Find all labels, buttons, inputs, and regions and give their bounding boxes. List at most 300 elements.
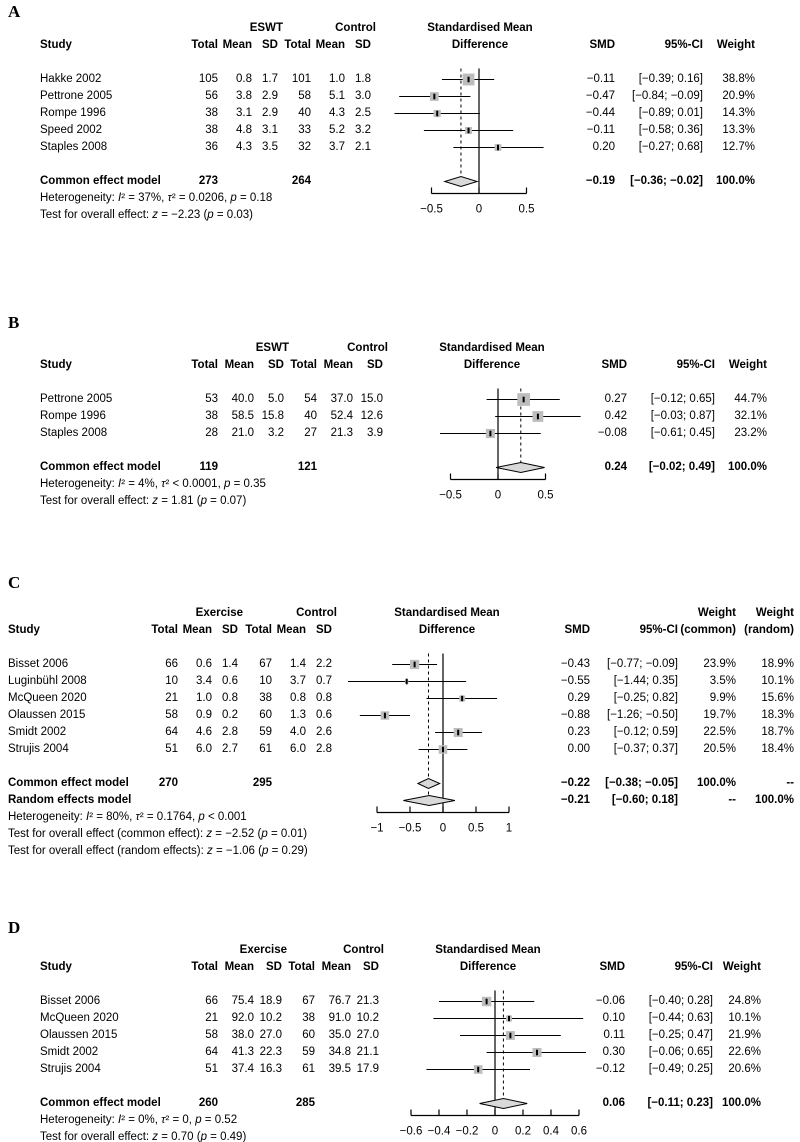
treatment-group-header: Exercise xyxy=(239,944,287,956)
control-mean: 91.0 xyxy=(328,1012,351,1024)
summary-treatment-total: 273 xyxy=(198,175,218,187)
ci-value: [−0.12; 0.59] xyxy=(613,726,678,738)
study-name: Smidt 2002 xyxy=(40,1046,99,1058)
control-sd-header: SD xyxy=(316,624,332,636)
effect-title-line2: Difference xyxy=(418,624,476,636)
control-mean: 21.3 xyxy=(330,427,353,439)
effect-title-line2: Difference xyxy=(451,39,509,51)
smd-value: −0.08 xyxy=(597,427,627,439)
weight-header-line2-0: Weight xyxy=(728,359,767,371)
treatment-sd: 3.2 xyxy=(268,427,284,439)
blank-row xyxy=(40,1078,761,1095)
treatment-mean-header: Mean xyxy=(224,961,254,973)
x-axis-tick-label: 0.5 xyxy=(537,489,554,502)
x-axis-tick-label: −1 xyxy=(370,822,384,835)
control-mean: 52.4 xyxy=(330,410,353,422)
study-row xyxy=(8,707,794,724)
ci-value: [−0.06; 0.65] xyxy=(648,1046,713,1058)
treatment-mean: 0.8 xyxy=(236,73,252,85)
treatment-total: 21 xyxy=(165,692,178,704)
smd-value: 0.30 xyxy=(602,1046,625,1058)
summary-weight-value-0: 100.0% xyxy=(721,1097,761,1109)
effect-title-line2: Difference xyxy=(459,961,517,973)
x-axis-tick-label: −0.5 xyxy=(420,203,443,216)
footnote-1: Test for overall effect: z = 1.81 (p = 0.07) xyxy=(40,495,247,507)
weight-value-0: 24.8% xyxy=(728,995,761,1007)
treatment-mean: 4.8 xyxy=(236,124,252,136)
treatment-sd: 2.9 xyxy=(262,107,278,119)
smd-value: 0.27 xyxy=(604,393,627,405)
treatment-total: 58 xyxy=(205,1029,218,1041)
treatment-sd: 0.6 xyxy=(222,675,238,687)
ci-value: [−1.44; 0.35] xyxy=(613,675,678,687)
control-mean-header: Mean xyxy=(323,359,353,371)
study-row xyxy=(40,105,755,122)
smd-value: 0.42 xyxy=(604,410,627,422)
weight-value-0: 22.5% xyxy=(703,726,736,738)
weight-header-line1-1: Weight xyxy=(755,607,794,619)
study-name: Bisset 2006 xyxy=(40,995,101,1007)
treatment-sd-header: SD xyxy=(268,359,284,371)
ci-column-header: 95%-CI xyxy=(674,961,713,973)
control-total: 59 xyxy=(259,726,272,738)
footnote-0: Heterogeneity: I² = 4%, τ² < 0.0001, p = 0.35 xyxy=(40,478,266,490)
header-row-2 xyxy=(40,357,767,374)
summary-weight-value-0: -- xyxy=(728,794,736,806)
weight-value-0: 23.9% xyxy=(703,658,736,670)
treatment-mean: 40.0 xyxy=(231,393,254,405)
summary-row xyxy=(8,775,794,792)
summary-treatment-total: 270 xyxy=(158,777,178,789)
control-total: 40 xyxy=(298,107,311,119)
weight-value-1: 18.9% xyxy=(761,658,794,670)
effect-title-line2: Difference xyxy=(463,359,521,371)
treatment-mean: 41.3 xyxy=(231,1046,254,1058)
treatment-group-header: Exercise xyxy=(195,607,243,619)
study-column-header: Study xyxy=(40,39,72,51)
treatment-mean-header: Mean xyxy=(222,39,252,51)
control-total-header: Total xyxy=(284,39,311,51)
treatment-mean: 3.4 xyxy=(196,675,212,687)
treatment-total: 38 xyxy=(205,124,218,136)
treatment-sd: 1.4 xyxy=(222,658,238,670)
control-mean: 5.1 xyxy=(329,90,345,102)
treatment-sd: 22.3 xyxy=(259,1046,282,1058)
treatment-sd: 3.5 xyxy=(262,141,278,153)
treatment-sd-header: SD xyxy=(262,39,278,51)
study-row xyxy=(40,1027,761,1044)
weight-value-0: 32.1% xyxy=(734,410,767,422)
ci-value: [−0.49; 0.25] xyxy=(648,1063,713,1075)
blank-row xyxy=(8,639,794,656)
control-sd: 10.2 xyxy=(356,1012,379,1024)
treatment-total-header: Total xyxy=(191,39,218,51)
study-row xyxy=(40,139,755,156)
treatment-total: 56 xyxy=(205,90,218,102)
treatment-sd: 27.0 xyxy=(259,1029,282,1041)
control-mean: 35.0 xyxy=(328,1029,351,1041)
x-axis-tick-label: 1 xyxy=(505,822,513,835)
treatment-sd: 2.7 xyxy=(222,743,238,755)
x-axis-tick-label: 0 xyxy=(475,203,483,216)
control-mean-header: Mean xyxy=(315,39,345,51)
footnote-row xyxy=(8,826,794,843)
control-total: 10 xyxy=(259,675,272,687)
weight-header-line2-1: (random) xyxy=(744,624,794,636)
ci-value: [−0.77; −0.09] xyxy=(607,658,678,670)
treatment-mean: 0.9 xyxy=(196,709,212,721)
control-total: 27 xyxy=(304,427,317,439)
control-mean: 39.5 xyxy=(328,1063,351,1075)
weight-value-0: 23.2% xyxy=(734,427,767,439)
treatment-mean: 21.0 xyxy=(231,427,254,439)
summary-smd-value: 0.06 xyxy=(602,1097,625,1109)
control-total: 60 xyxy=(302,1029,315,1041)
treatment-total: 21 xyxy=(205,1012,218,1024)
panel-c-label: C xyxy=(8,573,21,592)
summary-control-total: 121 xyxy=(297,461,317,473)
weight-header-line1-0: Weight xyxy=(697,607,736,619)
study-name: Strujis 2004 xyxy=(40,1063,101,1075)
control-total: 38 xyxy=(302,1012,315,1024)
effect-title-line1: Standardised Mean xyxy=(439,342,545,354)
treatment-sd: 2.9 xyxy=(262,90,278,102)
control-total-header: Total xyxy=(290,359,317,371)
treatment-mean: 92.0 xyxy=(231,1012,254,1024)
control-sd: 2.8 xyxy=(316,743,332,755)
summary-smd-value: 0.24 xyxy=(604,461,627,473)
treatment-total: 28 xyxy=(205,427,218,439)
smd-column-header: SMD xyxy=(601,359,627,371)
control-sd: 17.9 xyxy=(356,1063,379,1075)
treatment-mean-header: Mean xyxy=(182,624,212,636)
ci-value: [−0.84; −0.09] xyxy=(632,90,703,102)
control-total: 33 xyxy=(298,124,311,136)
weight-value-0: 12.7% xyxy=(722,141,755,153)
control-sd: 15.0 xyxy=(360,393,383,405)
smd-value: 0.29 xyxy=(567,692,590,704)
treatment-sd: 0.2 xyxy=(222,709,238,721)
blank-row xyxy=(40,976,761,993)
footnote-row xyxy=(8,843,794,860)
treatment-total: 38 xyxy=(205,410,218,422)
summary-treatment-total: 260 xyxy=(198,1097,218,1109)
study-row xyxy=(8,690,794,707)
summary-label: Common effect model xyxy=(40,175,161,187)
study-name: Smidt 2002 xyxy=(8,726,67,738)
study-name: Strujis 2004 xyxy=(8,743,69,755)
control-group-header: Control xyxy=(347,342,388,354)
summary-weight-value-0: 100.0% xyxy=(715,175,755,187)
smd-column-header: SMD xyxy=(589,39,615,51)
control-mean: 5.2 xyxy=(329,124,345,136)
footnote-row xyxy=(40,476,767,493)
treatment-total: 66 xyxy=(165,658,178,670)
treatment-group-header: ESWT xyxy=(255,342,289,354)
treatment-total: 36 xyxy=(205,141,218,153)
smd-value: −0.88 xyxy=(560,709,590,721)
treatment-mean: 75.4 xyxy=(231,995,254,1007)
control-total: 67 xyxy=(259,658,272,670)
summary-control-total: 264 xyxy=(291,175,311,187)
footnote-1: Test for overall effect: z = −2.23 (p = 0.03) xyxy=(40,209,254,221)
control-sd-header: SD xyxy=(355,39,371,51)
footnote-0: Heterogeneity: I² = 0%, τ² = 0, p = 0.52 xyxy=(40,1114,238,1126)
smd-value: 0.11 xyxy=(603,1029,625,1041)
study-row xyxy=(40,391,767,408)
control-mean: 4.3 xyxy=(329,107,345,119)
smd-column-header: SMD xyxy=(564,624,590,636)
treatment-total-header: Total xyxy=(151,624,178,636)
footnote-row xyxy=(40,190,755,207)
summary-row xyxy=(40,1095,761,1112)
study-name: Hakke 2002 xyxy=(40,73,102,85)
ci-value: [−0.61; 0.45] xyxy=(650,427,715,439)
x-axis-tick-label: −0.5 xyxy=(398,822,422,835)
summary-ci-value: [−0.11; 0.23] xyxy=(647,1097,713,1109)
weight-value-0: 9.9% xyxy=(709,692,736,704)
study-row xyxy=(40,1061,761,1078)
control-total: 54 xyxy=(304,393,317,405)
control-mean: 0.8 xyxy=(290,692,306,704)
control-total: 59 xyxy=(302,1046,315,1058)
control-sd: 27.0 xyxy=(356,1029,379,1041)
control-total: 61 xyxy=(259,743,272,755)
control-mean: 1.4 xyxy=(290,658,306,670)
ci-value: [−0.40; 0.28] xyxy=(648,995,713,1007)
weight-value-0: 21.9% xyxy=(728,1029,761,1041)
blank-row xyxy=(8,758,794,775)
control-sd: 21.3 xyxy=(356,995,379,1007)
study-name: Staples 2008 xyxy=(40,141,108,153)
x-axis-tick-label: 0.4 xyxy=(543,1125,559,1138)
panel-b-label: B xyxy=(8,313,20,332)
footnote-row xyxy=(40,207,755,224)
treatment-sd-header: SD xyxy=(266,961,282,973)
study-name: Rompe 1996 xyxy=(40,410,106,422)
smd-value: 0.10 xyxy=(602,1012,625,1024)
weight-value-1: 18.4% xyxy=(761,743,794,755)
control-total: 32 xyxy=(298,141,311,153)
study-name: Luginbühl 2008 xyxy=(8,675,87,687)
ci-value: [−1.26; −0.50] xyxy=(607,709,678,721)
x-axis-tick-label: −0.4 xyxy=(427,1125,451,1138)
control-mean: 1.0 xyxy=(329,73,345,85)
study-column-header: Study xyxy=(40,359,72,371)
summary-label: Common effect model xyxy=(40,461,161,473)
weight-value-0: 10.1% xyxy=(728,1012,761,1024)
weight-header-line2-0: (common) xyxy=(680,624,736,636)
blank-row xyxy=(40,156,755,173)
treatment-sd: 5.0 xyxy=(268,393,284,405)
study-row xyxy=(40,993,761,1010)
smd-value: −0.11 xyxy=(586,124,615,136)
summary-row xyxy=(40,173,755,190)
treatment-mean: 4.6 xyxy=(196,726,212,738)
smd-value: −0.55 xyxy=(560,675,590,687)
ci-value: [−0.12; 0.65] xyxy=(650,393,715,405)
smd-value: 0.00 xyxy=(567,743,590,755)
study-row xyxy=(40,425,767,442)
panel-C xyxy=(0,568,800,868)
control-group-header: Control xyxy=(335,22,376,34)
study-column-header: Study xyxy=(8,624,40,636)
control-sd: 3.9 xyxy=(367,427,383,439)
weight-value-1: 15.6% xyxy=(761,692,794,704)
header-row-2 xyxy=(40,959,761,976)
weight-value-1: 18.3% xyxy=(761,709,794,721)
summary-smd-value: −0.21 xyxy=(560,794,590,806)
control-total: 101 xyxy=(291,73,311,85)
treatment-mean: 6.0 xyxy=(196,743,212,755)
treatment-mean: 0.6 xyxy=(196,658,212,670)
control-sd-header: SD xyxy=(367,359,383,371)
ci-value: [−0.58; 0.36] xyxy=(638,124,703,136)
study-name: Staples 2008 xyxy=(40,427,108,439)
effect-title-line1: Standardised Mean xyxy=(427,22,533,34)
summary-ci-value: [−0.36; −0.02] xyxy=(630,175,703,187)
control-sd: 12.6 xyxy=(360,410,383,422)
control-total-header: Total xyxy=(288,961,315,973)
smd-value: −0.11 xyxy=(586,73,615,85)
treatment-sd-header: SD xyxy=(222,624,238,636)
treatment-total: 51 xyxy=(205,1063,218,1075)
control-group-header: Control xyxy=(343,944,384,956)
x-axis-tick-label: −0.6 xyxy=(399,1125,423,1138)
panel-d-table xyxy=(40,942,761,1142)
weight-value-0: 3.5% xyxy=(709,675,736,687)
weight-header-line2-0: Weight xyxy=(716,39,755,51)
summary-smd-value: −0.19 xyxy=(585,175,615,187)
control-sd: 1.8 xyxy=(355,73,371,85)
study-name: McQueen 2020 xyxy=(40,1012,119,1024)
treatment-total: 51 xyxy=(165,743,178,755)
study-name: Pettrone 2005 xyxy=(40,393,113,405)
weight-value-0: 20.5% xyxy=(703,743,736,755)
smd-value: −0.12 xyxy=(595,1063,625,1075)
control-total: 38 xyxy=(259,692,272,704)
ci-value: [−0.89; 0.01] xyxy=(638,107,703,119)
header-row-1 xyxy=(8,605,794,622)
x-axis-tick-label: 0 xyxy=(494,489,502,502)
control-sd: 3.2 xyxy=(355,124,371,136)
weight-value-0: 13.3% xyxy=(722,124,755,136)
treatment-mean: 37.4 xyxy=(231,1063,254,1075)
treatment-sd: 0.8 xyxy=(222,692,238,704)
control-total: 40 xyxy=(304,410,317,422)
x-axis-tick-label: 0.6 xyxy=(571,1125,587,1138)
control-sd-header: SD xyxy=(363,961,379,973)
control-sd: 2.2 xyxy=(316,658,332,670)
summary-smd-value: −0.22 xyxy=(560,777,590,789)
treatment-group-header: ESWT xyxy=(249,22,283,34)
x-axis-tick-label: −0.2 xyxy=(455,1125,479,1138)
control-total: 61 xyxy=(302,1063,315,1075)
blank-row xyxy=(40,374,767,391)
study-row xyxy=(40,1010,761,1027)
x-axis-tick-label: −0.5 xyxy=(439,489,462,502)
control-mean: 76.7 xyxy=(328,995,351,1007)
treatment-total: 53 xyxy=(205,393,218,405)
summary-weight-value-1: -- xyxy=(786,777,794,789)
treatment-mean: 3.8 xyxy=(236,90,252,102)
summary-weight-value-0: 100.0% xyxy=(696,777,736,789)
smd-value: −0.43 xyxy=(560,658,590,670)
ci-value: [−0.03; 0.87] xyxy=(650,410,715,422)
footnote-row xyxy=(40,1112,761,1129)
weight-value-0: 14.3% xyxy=(722,107,755,119)
smd-column-header: SMD xyxy=(599,961,625,973)
summary-label: Random effects model xyxy=(8,794,132,806)
panel-d-label: D xyxy=(8,918,21,937)
effect-title-line1: Standardised Mean xyxy=(394,607,500,619)
treatment-sd: 1.7 xyxy=(262,73,278,85)
control-group-header: Control xyxy=(296,607,337,619)
treatment-sd: 3.1 xyxy=(262,124,278,136)
study-name: Olaussen 2015 xyxy=(40,1029,118,1041)
control-mean: 34.8 xyxy=(328,1046,351,1058)
control-total: 67 xyxy=(302,995,315,1007)
summary-control-total: 285 xyxy=(295,1097,315,1109)
weight-value-0: 19.7% xyxy=(703,709,736,721)
control-mean: 37.0 xyxy=(330,393,353,405)
study-name: Rompe 1996 xyxy=(40,107,106,119)
treatment-sd: 10.2 xyxy=(259,1012,282,1024)
ci-value: [−0.25; 0.47] xyxy=(648,1029,713,1041)
ci-value: [−0.39; 0.16] xyxy=(638,73,703,85)
study-name: Olaussen 2015 xyxy=(8,709,86,721)
study-name: Pettrone 2005 xyxy=(40,90,113,102)
smd-value: −0.44 xyxy=(585,107,615,119)
study-row xyxy=(8,656,794,673)
summary-weight-value-0: 100.0% xyxy=(727,461,767,473)
treatment-mean: 38.0 xyxy=(231,1029,254,1041)
control-mean-header: Mean xyxy=(321,961,351,973)
control-sd: 0.8 xyxy=(316,692,332,704)
panel-b-table xyxy=(40,340,767,510)
control-sd: 0.6 xyxy=(316,709,332,721)
ci-column-header: 95%-CI xyxy=(639,624,678,636)
header-row-2 xyxy=(40,37,755,54)
footnote-row xyxy=(40,493,767,510)
x-axis-tick-label: 0 xyxy=(439,822,447,835)
panel-c-table xyxy=(8,605,794,860)
control-mean: 3.7 xyxy=(290,675,306,687)
panel-B xyxy=(0,310,800,545)
footnote-0: Heterogeneity: I² = 80%, τ² = 0.1764, p < 0.001 xyxy=(8,811,247,823)
study-row xyxy=(40,71,755,88)
summary-ci-value: [−0.38; −0.05] xyxy=(605,777,678,789)
footnote-1: Test for overall effect (common effect): z = −2.52 (p = 0.01) xyxy=(8,828,308,840)
panel-A xyxy=(0,0,800,235)
study-column-header: Study xyxy=(40,961,72,973)
treatment-mean: 4.3 xyxy=(236,141,252,153)
study-row xyxy=(40,122,755,139)
control-total: 60 xyxy=(259,709,272,721)
footnote-1: Test for overall effect: z = 0.70 (p = 0.49) xyxy=(40,1131,247,1142)
smd-value: −0.06 xyxy=(595,995,625,1007)
study-row xyxy=(40,1044,761,1061)
smd-value: 0.20 xyxy=(592,141,615,153)
treatment-total: 64 xyxy=(165,726,178,738)
control-sd: 3.0 xyxy=(355,90,371,102)
control-mean: 3.7 xyxy=(329,141,345,153)
weight-value-0: 38.8% xyxy=(722,73,755,85)
summary-label: Common effect model xyxy=(8,777,129,789)
control-sd: 2.6 xyxy=(316,726,332,738)
ci-column-header: 95%-CI xyxy=(676,359,715,371)
treatment-mean: 3.1 xyxy=(236,107,252,119)
